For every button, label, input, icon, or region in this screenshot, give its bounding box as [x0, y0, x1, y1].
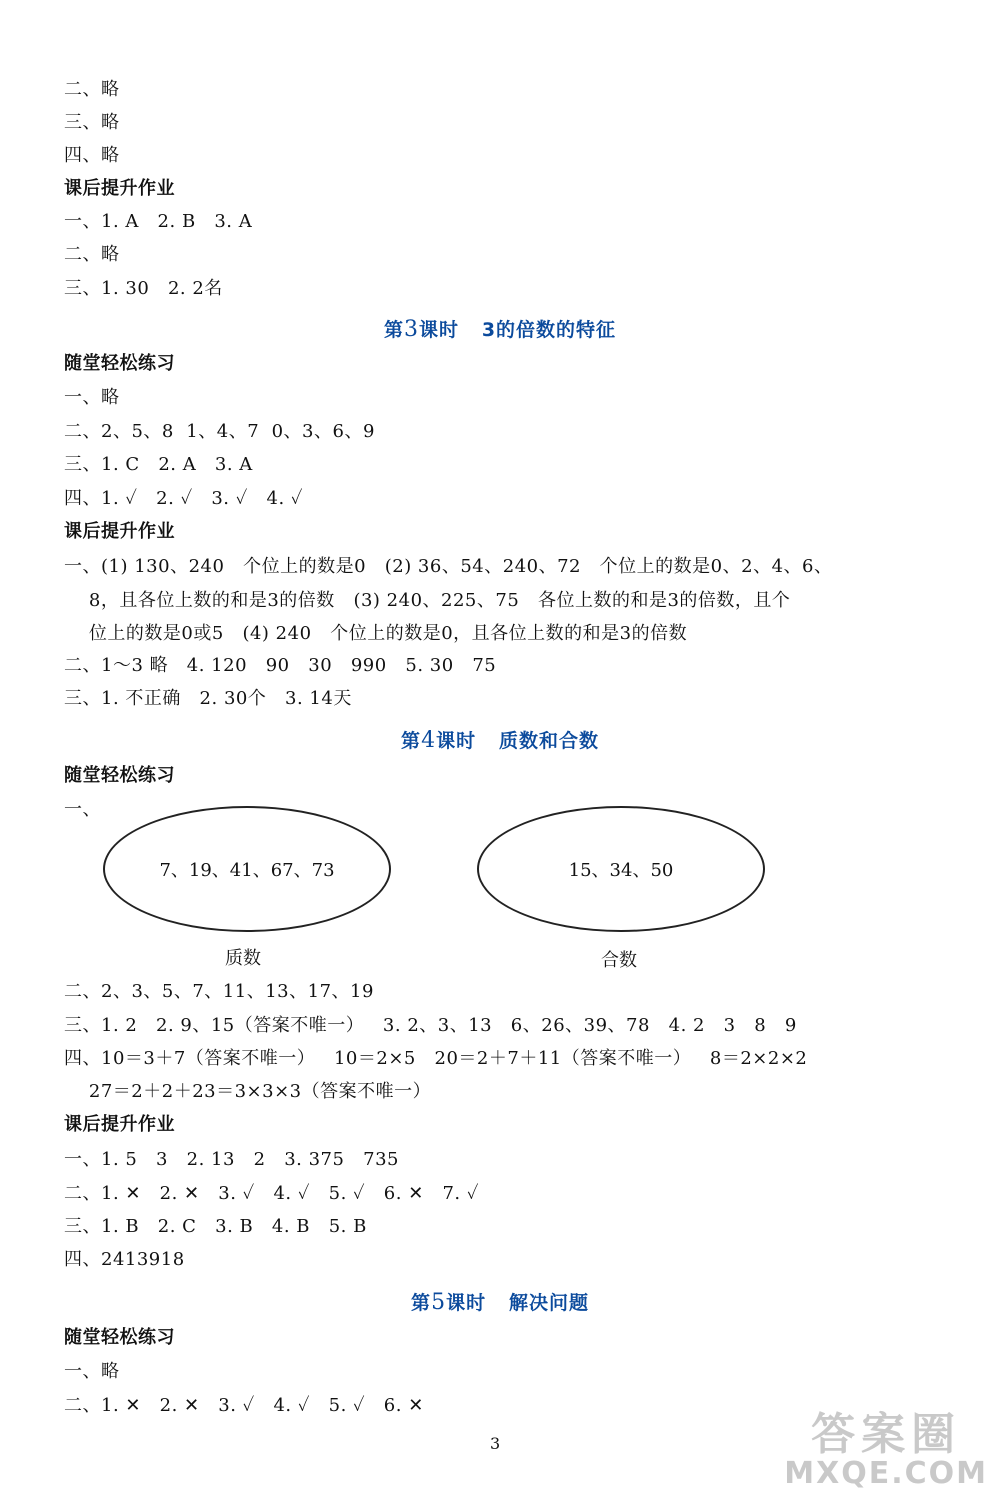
answer-line: 二、略	[64, 244, 120, 265]
answer-line: 8，且各位上数的和是3的倍数 (3) 240、225、75 各位上数的和是3的倍数，且个	[64, 590, 791, 611]
composite-set-ellipse	[477, 806, 765, 932]
page-number: 3	[490, 1434, 501, 1453]
answer-line: 一、(1) 130、240 个位上的数是0 (2) 36、54、240、72 个位上的数是0、2、4、6、	[64, 556, 833, 577]
lesson-title: 第5课时 解决问题	[411, 1290, 589, 1315]
answer-line: 二、1～3 略 4. 120 90 30 990 5. 30 75	[64, 655, 497, 676]
prime-set-values: 7、19、41、67、73	[159, 860, 335, 881]
answer-line: 三、1. B 2. C 3. B 4. B 5. B	[64, 1216, 367, 1237]
answer-line: 一、略	[64, 387, 120, 408]
answer-line: 四、1. ✓ 2. ✓ 3. ✓ 4. ✓	[64, 488, 304, 509]
answer-line: 三、1. 30 2. 2名	[64, 278, 223, 299]
section-heading: 随堂轻松练习	[64, 353, 175, 374]
prime-set-ellipse	[103, 806, 391, 932]
answer-line: 四、10＝3＋7（答案不唯一） 10＝2×5 20＝2＋7＋11（答案不唯一） 8＝2×2×2	[64, 1048, 808, 1069]
watermark-logo	[784, 1398, 988, 1491]
answer-line: 二、略	[64, 79, 120, 100]
answer-line: 位上的数是0或5 (4) 240 个位上的数是0，且各位上数的和是3的倍数	[64, 623, 688, 644]
answer-line: 三、1. C 2. A 3. A	[64, 454, 253, 475]
section-heading: 随堂轻松练习	[64, 765, 175, 786]
lesson-title: 第4课时 质数和合数	[401, 728, 599, 753]
answer-line: 二、2、3、5、7、11、13、17、19	[64, 981, 374, 1002]
answer-line: 四、2413918	[64, 1249, 185, 1270]
section-heading: 随堂轻松练习	[64, 1327, 175, 1348]
answer-line: 三、略	[64, 112, 120, 133]
section-heading: 课后提升作业	[64, 1114, 175, 1135]
answer-line: 四、略	[64, 145, 120, 166]
answer-line: 一、1. 5 3 2. 13 2 3. 375 735	[64, 1149, 399, 1170]
prime-label: 质数	[225, 948, 261, 969]
composite-set-values: 15、34、50	[568, 860, 674, 881]
answer-line: 一、1. A 2. B 3. A	[64, 211, 253, 232]
lesson-title: 第3课时 3的倍数的特征	[383, 317, 617, 342]
answer-line: 27＝2＋2＋23＝3×3×3（答案不唯一）	[64, 1081, 432, 1102]
watermark-text: 答案圈	[811, 1409, 962, 1460]
watermark-url: MXQE.COM	[784, 1456, 988, 1491]
answer-line: 二、1. ✕ 2. ✕ 3. ✓ 4. ✓ 5. ✓ 6. ✕	[64, 1395, 424, 1416]
answer-line: 二、1. ✕ 2. ✕ 3. ✓ 4. ✓ 5. ✓ 6. ✕ 7. ✓	[64, 1183, 479, 1204]
question-label: 一、	[64, 799, 101, 820]
answer-line: 三、1. 2 2. 9、15（答案不唯一） 3. 2、3、13 6、26、39、78 4. 2 3 8 9	[64, 1015, 797, 1036]
composite-label: 合数	[601, 950, 637, 971]
answer-line: 一、略	[64, 1361, 120, 1382]
answer-line: 三、1. 不正确 2. 30个 3. 14天	[64, 688, 352, 709]
section-heading: 课后提升作业	[64, 178, 175, 199]
section-heading: 课后提升作业	[64, 521, 175, 542]
answer-line: 二、2、5、8 1、4、7 0、3、6、9	[64, 421, 375, 442]
